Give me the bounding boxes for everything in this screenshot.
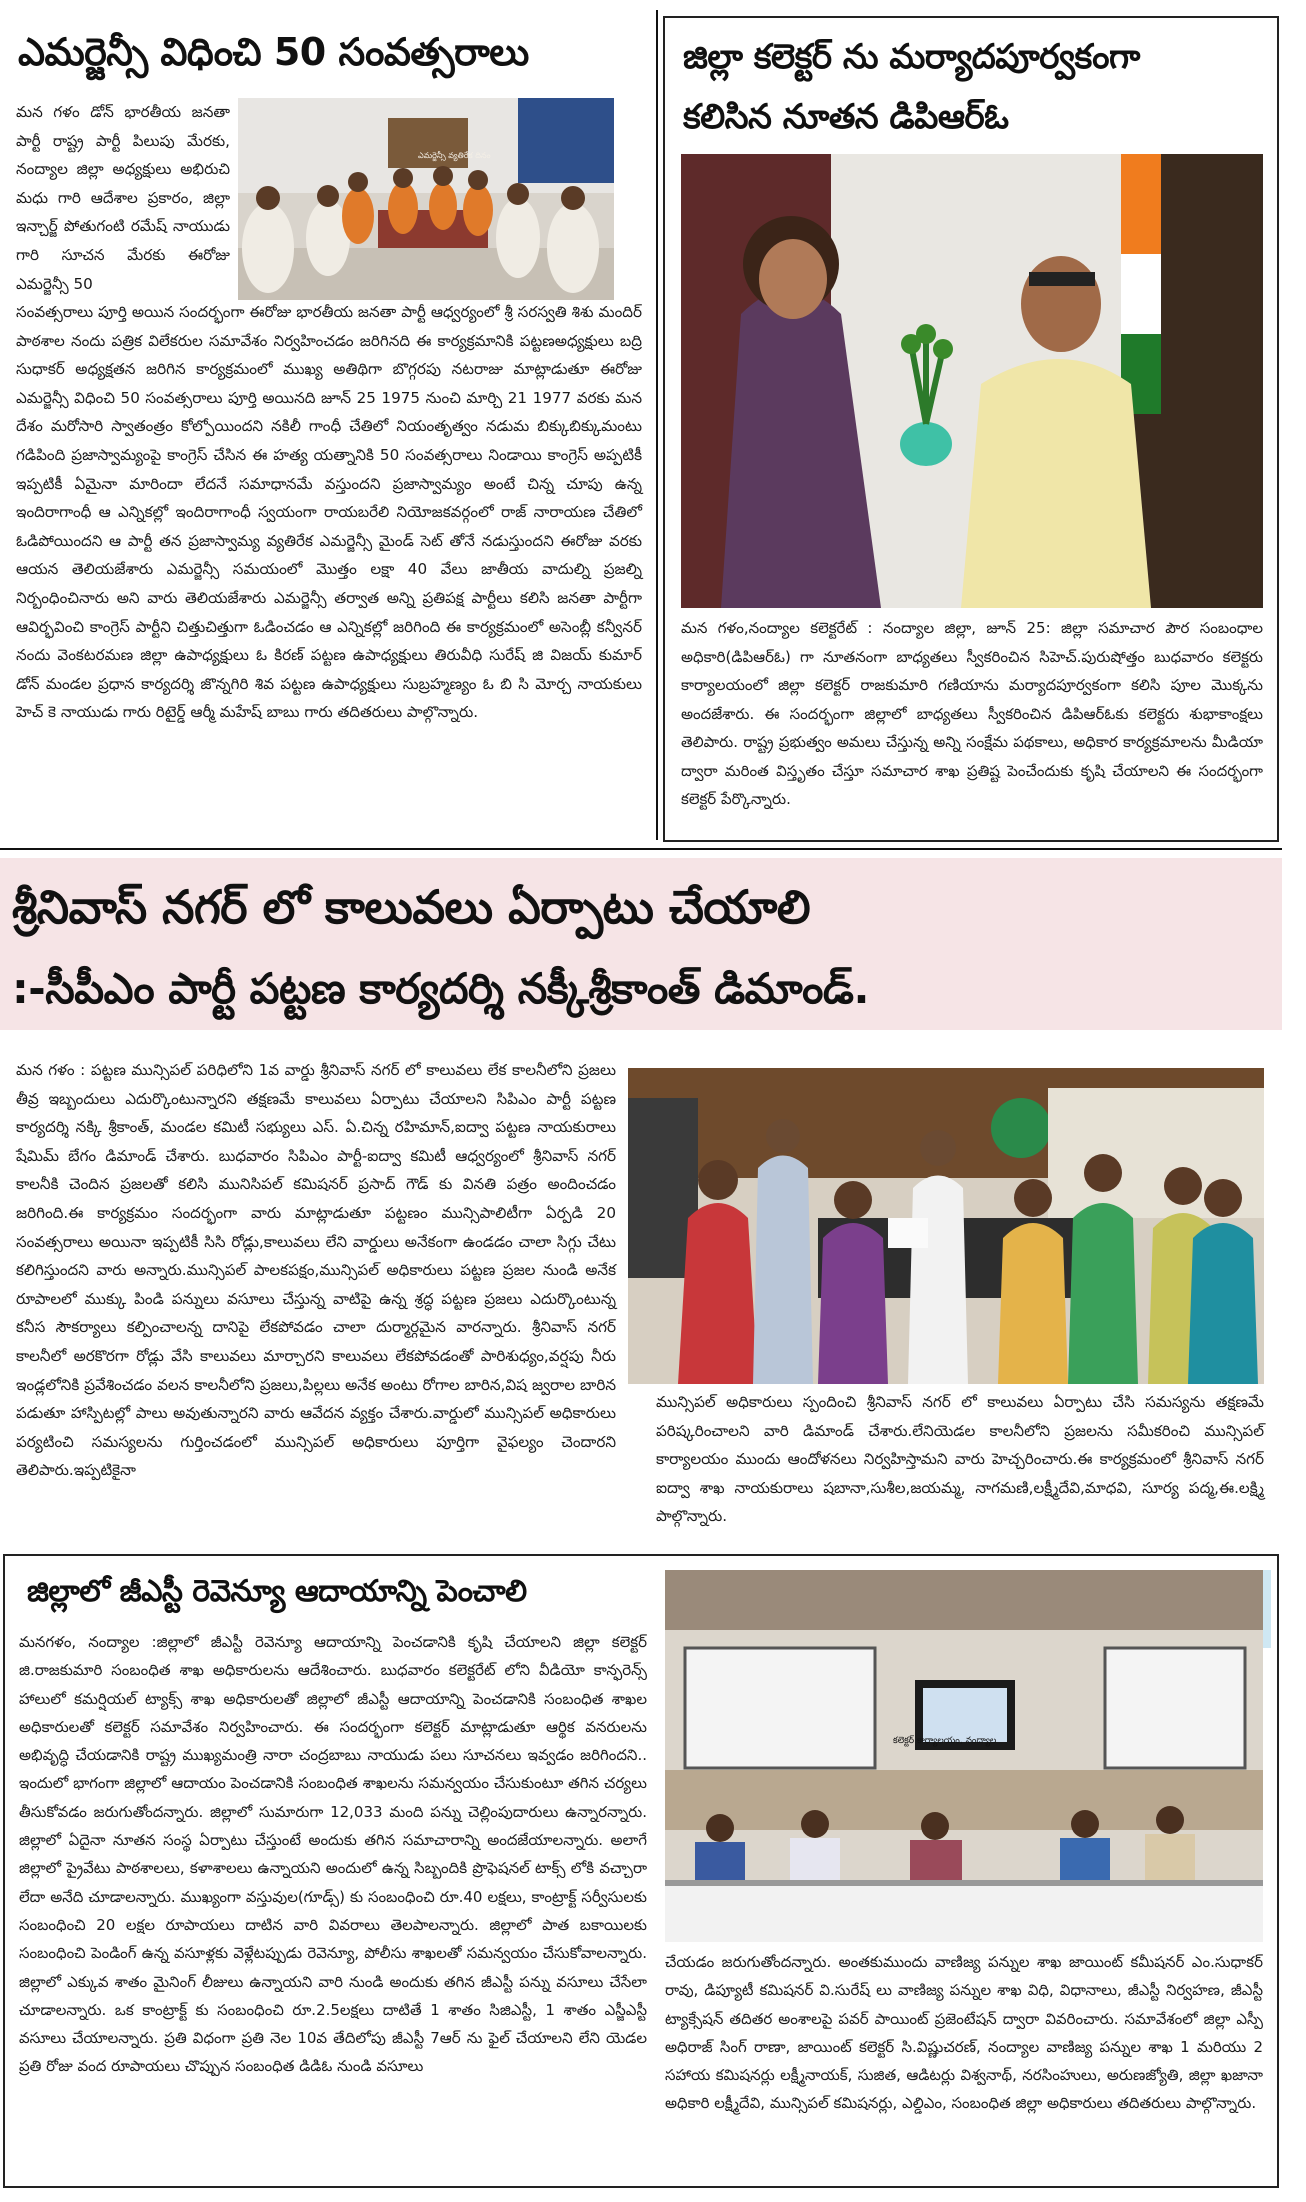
article-gst-body-right: చేయడం జరుగుతోందన్నారు. అంతకుముందు వాణిజ్య పన్నుల శాఖ జాయింట్ కమీషనర్ ఎం.సుధాకర్ రావు, డిప్యూటీ కమిషనర్ వి.సురేష్ లు వాణిజ్య పన్నుల శాఖ విధి, విధానాలు, జీఎస్టీ నిర్వహణ, జీఎస్టీ ట్యాక్సేషన్ తదితర అంశాలపై పవర్ పాయింట్ ప్రజెంటేషన్ ద్వారా వివరించారు. సమావేశంలో జిల్లా ఎస్పీ అధిరాజ్ సింగ్ రాణా, జాయింట్ కలెక్టర్ సి.విష్ణుచరణ్, నంద్యాల వాణిజ్య పన్నుల శాఖ 1 మరియు 2 సహాయ కమిషనర్లు లక్ష్మీనాయక్, సుజిత, ఆడిటర్లు విశ్వనాథ్, నరసింహులు, అరుణజ్యోతి, జిల్లా ఖజానా అధికారి లక్ష్మీదేవి, మున్సిపల్ కమిషనర్లు, ఎల్డిఎం, సంబంధిత జిల్లా అధికారులు తదితరులు పాల్గొన్నారు.: [665, 1953, 1263, 2113]
greeting-photo: [681, 154, 1263, 608]
headline-dpro-line1: జిల్లా కలెక్టర్ ను మర్యాదపూర్వకంగా: [683, 37, 1140, 77]
article-emergency: [0, 0, 660, 840]
petition-photo-image: [628, 1068, 1264, 1384]
article-srinivas-nagar: [0, 858, 1282, 1532]
petition-photo: [628, 1068, 1264, 1384]
conference-photo-image: [665, 1570, 1263, 1942]
article-gst-body-left: మనగళం, నంద్యాల :జిల్లాలో జీఎస్టీ రెవెన్యూ ఆదాయాన్ని పెంచడానికి కృషి చేయాలని జిల్లా కలెక్టర్ జి.రాజకుమారి సంబంధిత శాఖ అధికారులను ఆదేశించారు. బుధవారం కలెక్టరేట్ లోని వీడియో కాన్ఫరెన్స్ హాలులో కమర్షియల్ ట్యాక్స్ శాఖ అధికారులతో జిల్లాలో జీఎస్టీ ఆదాయాన్ని పెంచడానికి సంబంధిత శాఖల అధికారులతో కలెక్టర్ సమావేశం నిర్వహించారు. ఈ సందర్భంగా కలెక్టర్ మాట్లాడుతూ ఆర్థిక వనరులను అభివృద్ధి చేయడానికి రాష్ట్ర ముఖ్యమంత్రి నారా చంద్రబాబు నాయుడు పలు సూచనలు ఇవ్వడం జరిగిందని.. ఇందులో భాగంగా జిల్లాలో ఆదాయం పెంచడానికి సంబంధిత శాఖలను సమన్వయం చేసుకుంటూ తగిన చర్యలు తీసుకోవడం జరుగుతోందన్నారు. జిల్లాలో సుమారుగా 12,033 మంది పన్ను చెల్లింపుదారులు ఉన్నారన్నారు. జిల్లాలో ఏదైనా నూతన సంస్థ ఏర్పాటు చేస్తుంటే అందుకు తగిన సమాచారాన్ని అందజేయాలన్నారు. అలాగే జిల్లాలో ప్రైవేటు పాఠశాలలు, కళాశాలలు ఉన్నాయని అందులో ఉన్న సిబ్బందికి ప్రొఫెషనల్ టాక్స్ లోకి వచ్చారా లేదా అనేది చూడాలన్నారు. ముఖ్యంగా వస్తువుల(గూడ్స్) కు సంబంధించి రూ.40 లక్షలు, కాంట్రాక్ట్ సర్వీసులకు సంబంధించి 20 లక్షల రూపాయలు దాటిన వారి వివరాలు తెలపాలన్నారు. జిల్లాలో పాత బకాయిలకు సంబంధించి పెండింగ్ ఉన్న వసూళ్లకు వెళ్లేటప్పుడు రెవెన్యూ, పోలీసు శాఖలతో సమన్వయం చేసుకోవాలన్నారు. జిల్లాలో ఎక్కువ శాతం మైనింగ్ లీజులు ఉన్నాయని వారి నుండి అందుకు తగిన జీఎస్టీ పన్ను వసూలు చేసేలా చూడాలన్నారు. ఒక కాంట్రాక్ట్ కు సంబంధించి రూ.2.5లక్షలు దాటితే 1 శాతం సిజిఎస్టీ, 1 శాతం ఎస్జీఎస్టీ వసూలు చేయాలన్నారు. ప్రతి విధంగా ప్రతి నెల 10వ తేదిలోపు జీఎస్టీ 7ఆర్ ను ఫైల్ చేయాలని లేని యెడల ప్రతి రోజు వంద రూపాయలు చొప్పున సంబంధిత డిడిఓ నుండి వసూలు: [19, 1633, 647, 2076]
article-srinivas-body-left: మన గళం : పట్టణ మున్సిపల్ పరిధిలోని 1వ వార్డు శ్రీనివాస్ నగర్ లో కాలువలు లేక కాలనీలోని ప్రజలు తీవ్ర ఇబ్బందులు ఎదుర్కొంటున్నారని తక్షణమే కాలువలు ఏర్పాటు చేయాలని సిపిఎం పార్టీ పట్టణ కార్యదర్శి నక్కి శ్రీకాంత్, మండల కమిటీ సభ్యులు ఎస్. ఏ.చిన్న రహిమాన్,ఐద్వా పట్టణ నాయకురాలు షేమిమ్ బేగం డిమాండ్ చేశారు. బుధవారం సిపిఎం పార్టీ-ఐద్వా కమిటీ ఆధ్వర్యంలో శ్రీనివాస్ నగర్ కాలనీకి చెందిన ప్రజలతో కలిసి మునిసిపల్ కమిషనర్ ప్రసాద్ గౌడ్ కు వినతి పత్రం అందించడం జరిగింది.ఈ కార్యక్రమం సందర్భంగా వారు మాట్లాడుతూ పట్టణం మున్సిపాలిటీగా ఏర్పడి 20 సంవత్సరాలు అయినా ఇప్పటికీ సిసి రోడ్లు,కాలువలు లేని వార్డులు అనేకంగా ఉండడం చాలా సిగ్గు చేటు కలిగిస్తుందని వారు అన్నారు.మున్సిపల్ పాలకపక్షం,మున్సిపల్ అధికారులు పట్టణ ప్రజల నుండి అనేక రూపాలలో ముక్కు పిండి పన్నులు వసూలు చేస్తున్న వాటిపై ఉన్న శ్రద్ధ పట్టణ ప్రజలు ఎదుర్కొంటున్న కనీస సౌకర్యాలు కల్పించాలన్న దానిపై లేకపోవడం చాలా దుర్మార్గమైన వారన్నారు. శ్రీనివాస్ నగర్ కాలనీలో అరకొరగా రోడ్లు వేసి కాలువలు మార్చారని కాలువలు లేకపోవడంతో పారిశుధ్యం,వర్షపు నీరు ఇండ్లలోనికి ప్రవేశించడం వలన కాలనీలోని ప్రజలు,పిల్లలు అనేక అంటు రోగాల బారిన,విష జ్వరాల బారిన పడుతూ హాస్పిటల్లో పాలు అవుతున్నారని వారు ఆవేదన వ్యక్తం చేశారు.వార్డులో మున్సిపల్ అధికారులు పర్యటించి సమస్యలను గుర్తించడంలో మున్సిపల్ అధికారులు పూర్తిగా వైఫల్యం చెందారని తెలిపారు.ఇప్పటికైనా: [16, 1061, 616, 1480]
headline-emergency: ఎమర్జెన్సీ విధించి 50 సంవత్సరాలు: [18, 30, 529, 74]
greeting-photo-image: [681, 154, 1263, 608]
headline-srinivas-line1: శ్రీనివాస్ నగర్ లో కాలువలు ఏర్పాటు చేయాలి: [12, 880, 811, 934]
article-emergency-intro: మన గళం డోన్ భారతీయ జనతా పార్టీ రాష్ట్ర పార్టీ పిలుపు మేరకు, నంద్యాల జిల్లా అధ్యక్షులు అభిరుచి మధు గారి ఆదేశాల ప్రకారం, జిల్లా ఇన్చార్జ్ పోతుగంటి రమేష్ నాయుడు గారి సూచన మేరకు ఈరోజు ఎమర్జెన్సీ 50: [16, 103, 230, 293]
article-dpro-caption: మన గళం,నంద్యాల కలెక్టరేట్ : నంద్యాల జిల్లా, జూన్ 25: జిల్లా సమాచార పౌర సంబంధాల అధికారి(డిపిఆర్ఓ) గా నూతనంగా బాధ్యతలు స్వీకరించిన సిహెచ్.పురుషోత్తం బుధవారం కలెక్టరు కార్యాలయంలో జిల్లా కలెక్టర్ రాజకుమారి గణియాను మర్యాదపూర్వకంగా కలిసి పూల మొక్కను అందజేశారు. ఈ సందర్భంగా జిల్లాలో బాధ్యతలు స్వీకరించిన డిపిఆర్ఓకు కలెక్టరు శుభాకాంక్షలు తెలిపారు. రాష్ట్ర ప్రభుత్వం అమలు చేస్తున్న అన్ని సంక్షేమ పథకాలు, అధికార కార్యక్రమాలను మీడియా ద్వారా మరింత విస్తృతం చేస్తూ సమాచార శాఖ ప్రతిష్ట పెంచేందుకు కృషి చేయాలని ఈ సందర్భంగా కలెక్టర్ పేర్కొన్నారు.: [681, 619, 1263, 808]
meeting-banner-text: ఎమర్జెన్సీ వ్యతిరేక దినం: [418, 151, 491, 160]
headline-gst: జిల్లాలో జీఎస్టీ రెవెన్యూ ఆదాయాన్ని పెంచాలి: [27, 1574, 527, 1609]
article-gst: [3, 1554, 1279, 2188]
column-divider: [656, 10, 658, 840]
headline-srinivas-line2: :-సీపీఎం పార్టీ పట్టణ కార్యదర్శి నక్కీశ్రీకాంత్ డిమాండ్.: [12, 964, 869, 1013]
meeting-photo: [238, 98, 614, 300]
section-divider: [0, 848, 1282, 850]
meeting-photo-image: [238, 98, 614, 300]
article-srinivas-body-right: మున్సిపల్ అధికారులు స్పందించి శ్రీనివాస్ నగర్ లో కాలువలు ఏర్పాటు చేసి సమస్యను తక్షణమే పరిష్కరించాలని వారి డిమాండ్ చేశారు.లేనియెడల కాలనీలోని ప్రజలను సమీకరించి మున్సిపల్ కార్యాలయం ముందు ఆందోళనలు నిర్వహిస్తామని వారు హెచ్చరించారు.ఈ కార్యక్రమంలో శ్రీనివాస్ నగర్ ఐద్వా శాఖ నాయకురాలు షబానా,సుశీల,జయమ్మ, నాగమణి,లక్ష్మీదేవి,మాధవి, సూర్య పద్మ,ఈ.లక్ష్మి పాల్గొన్నారు.: [656, 1393, 1264, 1526]
conference-photo: [665, 1570, 1263, 1942]
article-emergency-body: సంవత్సరాలు పూర్తి అయిన సందర్భంగా ఈరోజు భారతీయ జనతా పార్టీ ఆధ్వర్యంలో శ్రీ సరస్వతి శిశు మందిర్ పాఠశాల నందు పత్రిక విలేకరుల సమావేశం నిర్వహించడం జరిగినది ఈ కార్యక్రమానికి పట్టణఅధ్యక్షులు బద్రి సుధాకర్ అధ్యక్షతన జరిగిన కార్యక్రమంలో ముఖ్య అతిథిగా బొగ్గరపు నటరాజు మాట్లాడుతూ ఈరోజు ఎమర్జెన్సీ విధించి 50 సంవత్సరాలు పూర్తి అయినది జూన్ 25 1975 నుంచి మార్చి 21 1977 వరకు మన దేశం మరోసారి స్వాతంత్రం కోల్పోయిందని నకిలీ గాంధీ చేతిలో నియంతృత్వం నడుమ బిక్కుబిక్కుమంటు గడిపింది ప్రజాస్వామ్యంపై కాంగ్రెస్ చేసిన ఈ హత్య యత్నానికి 50 సంవత్సరాలు నిండాయి కాంగ్రెస్ అప్పటికీ ఇప్పటికీ ఏమైనా మారిందా లేదనే సమాధానమే వస్తుందని ప్రజాస్వామ్యం అంటే చిన్న చూపు ఉన్న ఇందిరాగాంధీ ఆ ఎన్నికల్లో ఇందిరాగాంధీ స్వయంగా రాయబరేలి నియోజకవర్గంలో రాజ్ నారాయణ చేతిలో ఓడిపోయిందని ఆ పార్టీ తన ప్రజాస్వామ్య వ్యతిరేక ఎమర్జెన్సీ మైండ్ సెట్ తోనే నడుస్తుందని ఈరోజు వరకు ఆయన తెలియజేశారు ఎమర్జెన్సీ సమయంలో మొత్తం లక్షా 40 వేలు జాతీయ వాదుల్ని ప్రజల్ని నిర్బంధించినారు అని వారు తెలియజేశారు ఎమర్జెన్సీ తర్వాత అన్ని ప్రతిపక్ష పార్టీలు కలిసి జనతా పార్టీగా ఆవిర్భవించి కాంగ్రెస్ పార్టీని చిత్తుచిత్తుగా ఓడించడం ఆ ఎన్నికల్లో జరిగింది ఈ కార్యక్రమంలో అసెంబ్లీ కన్వీనర్ నందు వెంకటరమణ జిల్లా ఉపాధ్యక్షులు ఓ కిరణ్ పట్టణ ఉపాధ్యక్షులు తిరువీధి సురేష్ జి విజయ్ కుమార్ డోన్ మండల ప్రధాన కార్యదర్శి జొన్నగిరి శివ పట్టణ ఉపాధ్యక్షులు సుబ్రహ్మణ్యం ఓ బి సి మోర్చ నాయకులు హెచ్ కె నాయుడు గారు రిటైర్డ్ ఆర్మీ మహేష్ బాబు గారు తదితరులు పాల్గొన్నారు.: [16, 303, 642, 722]
article-dpro: [663, 16, 1279, 842]
conference-wall-sign: కలెక్టర్ కార్యాలయం, నంద్యాల: [893, 1736, 997, 1746]
headline-dpro-line2: కలిసిన నూతన డిపిఆర్ఓ: [683, 97, 1009, 137]
